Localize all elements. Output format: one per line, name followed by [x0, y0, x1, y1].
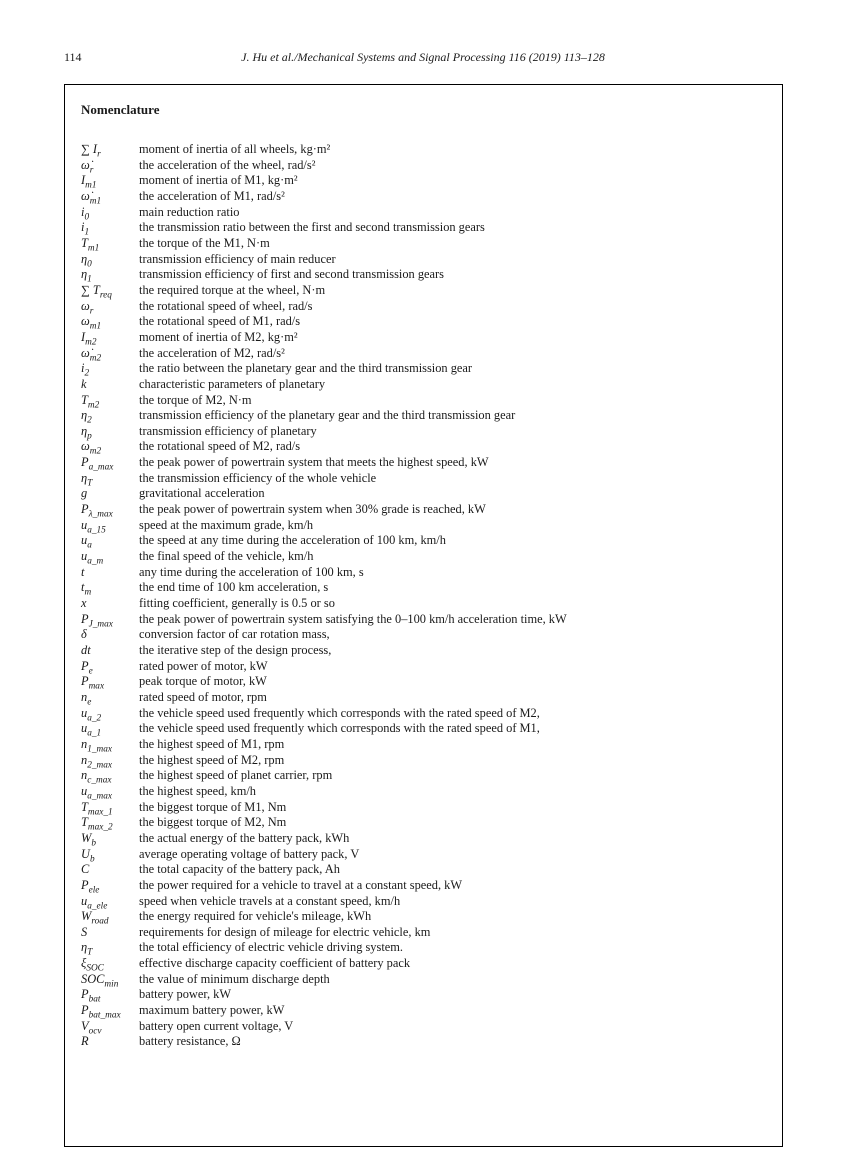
symbol [81, 596, 139, 612]
nomenclature-entry [81, 346, 766, 362]
definition: the highest speed of planet carrier, rpm [139, 768, 333, 783]
symbol-base: ∑ T [81, 282, 100, 297]
symbol-base: η [81, 251, 88, 266]
definition: transmission efficiency of planetary [139, 423, 317, 438]
nomenclature-entry [81, 205, 766, 221]
symbol-base: P [81, 987, 89, 1002]
symbol-subscript: m2 [85, 337, 97, 348]
symbol [81, 393, 139, 409]
nomenclature-entry [81, 158, 766, 174]
symbol-subscript: λ_max [88, 509, 113, 520]
nomenclature-entry [81, 330, 766, 346]
nomenclature-entry [81, 612, 766, 628]
definition: rated power of motor, kW [139, 658, 268, 673]
nomenclature-entry [81, 283, 766, 299]
symbol [81, 518, 139, 534]
symbol-subscript: e [87, 697, 92, 708]
symbol-base: U [81, 846, 90, 861]
symbol-subscript: a_max [87, 791, 112, 802]
symbol [81, 424, 139, 440]
definition: battery open current voltage, V [139, 1018, 294, 1033]
symbol [81, 173, 139, 189]
definition: moment of inertia of all wheels, kg·m² [139, 142, 331, 156]
nomenclature-entry [81, 377, 766, 393]
symbol-subscript: 1 [87, 274, 92, 285]
nomenclature-entry [81, 361, 766, 377]
symbol-base: u [81, 783, 88, 798]
symbol-base: C [81, 862, 90, 877]
nomenclature-entry [81, 299, 766, 315]
nomenclature-entry [81, 737, 766, 753]
definition: moment of inertia of M1, kg·m² [139, 173, 298, 188]
definition: the vehicle speed used frequently which corresponds with the rated speed of M2, [139, 705, 540, 720]
symbol [81, 142, 139, 158]
symbol [81, 987, 139, 1003]
symbol-subscript: 0 [84, 212, 90, 223]
symbol [81, 659, 139, 675]
symbol [81, 486, 139, 502]
nomenclature-entry [81, 220, 766, 236]
symbol [81, 721, 139, 737]
nomenclature-entry [81, 439, 766, 455]
definition: the final speed of the vehicle, km/h [139, 549, 314, 564]
definition: peak torque of motor, kW [139, 674, 267, 689]
symbol-base: R [81, 1034, 89, 1049]
definition: the total capacity of the battery pack, Ah [139, 862, 340, 877]
nomenclature-entry [81, 627, 766, 643]
page-header [64, 50, 782, 64]
nomenclature-entry [81, 659, 766, 675]
symbol [81, 471, 139, 487]
symbol-subscript: b [89, 854, 95, 864]
symbol-base: k [81, 376, 87, 391]
symbol [81, 455, 139, 471]
symbol-base: t [81, 580, 85, 595]
symbol-subscript: m1 [85, 180, 97, 191]
symbol [81, 565, 139, 581]
symbol-subscript: SOC [86, 963, 104, 974]
symbol [81, 1019, 139, 1035]
symbol [81, 533, 139, 549]
symbol [81, 894, 139, 910]
definition: the iterative step of the design process, [139, 643, 332, 657]
symbol [81, 252, 139, 268]
symbol-subscript: 2 [84, 368, 90, 379]
symbol-base: ω [81, 298, 90, 313]
symbol [81, 267, 139, 283]
symbol-subscript: m2 [89, 353, 102, 363]
symbol-base: T [81, 392, 88, 407]
symbol-subscript: req [99, 290, 112, 301]
definition: the peak power of powertrain system when 30% grade is reached, kW [139, 502, 486, 517]
nomenclature-entry [81, 831, 766, 847]
symbol-subscript: a_ele [87, 900, 108, 911]
definition: rated speed of motor, rpm [139, 689, 267, 704]
symbol-base: P [81, 611, 89, 626]
symbol [81, 784, 139, 800]
symbol [81, 847, 139, 863]
nomenclature-entry [81, 173, 766, 189]
nomenclature-entry [81, 580, 766, 596]
nomenclature-entry [81, 925, 766, 941]
symbol [81, 377, 139, 393]
symbol-subscript: 2_max [87, 760, 112, 771]
nomenclature-entry [81, 815, 766, 831]
definition: the power required for a vehicle to travel at a constant speed, kW [139, 877, 463, 892]
symbol-subscript: 1 [84, 227, 90, 238]
nomenclature-entry [81, 894, 766, 910]
symbol [81, 549, 139, 565]
symbol [81, 346, 139, 362]
nomenclature-entry [81, 533, 766, 549]
symbol-base: ω̇ [81, 188, 90, 203]
definition: the speed at any time during the acceleration of 100 km, km/h [139, 533, 446, 548]
symbol-base: i [81, 204, 85, 219]
nomenclature-entry [81, 252, 766, 268]
nomenclature-entry [81, 643, 766, 659]
nomenclature-entry [81, 393, 766, 409]
symbol-subscript: a_2 [87, 713, 102, 724]
definition: the rotational speed of M2, rad/s [139, 439, 301, 454]
symbol-subscript: bat [88, 994, 101, 1005]
symbol-base: u [81, 533, 88, 548]
nomenclature-entry [81, 455, 766, 471]
symbol-base: dt [81, 643, 91, 657]
symbol [81, 299, 139, 315]
symbol-base: W [81, 909, 92, 924]
symbol-base: η [81, 470, 88, 485]
symbol-base: n [81, 768, 88, 783]
symbol-subscript: r [89, 165, 94, 176]
definition: the biggest torque of M1, Nm [139, 799, 287, 814]
definition: maximum battery power, kW [139, 1003, 285, 1018]
symbol-base: u [81, 549, 88, 564]
symbol-subscript: a_15 [87, 525, 106, 536]
nomenclature-entry [81, 706, 766, 722]
symbol [81, 737, 139, 753]
nomenclature-entry [81, 142, 766, 158]
nomenclature-title: Nomenclature [81, 102, 160, 117]
definition: the peak power of powertrain system that meets the highest speed, kW [139, 455, 489, 470]
symbol-base: SOC [81, 971, 105, 986]
definition: average operating voltage of battery pack, V [139, 846, 360, 861]
definition: battery power, kW [139, 987, 232, 1002]
symbol-base: δ [81, 627, 87, 642]
symbol [81, 502, 139, 518]
symbol-subscript: 2 [87, 415, 92, 426]
symbol [81, 972, 139, 988]
definition: the highest speed of M2, rpm [139, 752, 285, 767]
symbol [81, 643, 139, 659]
symbol-base: η [81, 423, 88, 438]
definition: transmission efficiency of first and second transmission gears [139, 267, 444, 282]
symbol-base: ξ [81, 956, 87, 971]
symbol-base: P [81, 502, 89, 517]
symbol [81, 909, 139, 925]
symbol-subscript: T [87, 947, 93, 958]
symbol-base: x [81, 596, 87, 611]
symbol [81, 940, 139, 956]
symbol-base: u [81, 893, 88, 908]
definition: effective discharge capacity coefficient of battery pack [139, 956, 411, 971]
symbol-base: n [81, 736, 88, 751]
symbol-base: ω [81, 314, 90, 329]
nomenclature-entry [81, 1034, 766, 1050]
nomenclature-entry [81, 768, 766, 784]
definition: the energy required for vehicle's mileage, kWh [139, 909, 372, 924]
definition: requirements for design of mileage for electric vehicle, km [139, 924, 431, 939]
symbol-base: V [81, 1018, 89, 1033]
symbol-subscript: a_m [87, 556, 104, 567]
symbol-base: I [81, 173, 86, 188]
symbol-base: W [81, 830, 92, 845]
definition: main reduction ratio [139, 204, 240, 219]
nomenclature-entry [81, 408, 766, 424]
nomenclature-entry [81, 800, 766, 816]
symbol-subscript: J_max [88, 619, 113, 630]
definition: the transmission efficiency of the whole vehicle [139, 470, 377, 485]
running-title: J. Hu et al./Mechanical Systems and Signal Processing 116 (2019) 113–128 [241, 50, 605, 64]
symbol-base: P [81, 877, 89, 892]
symbol-base: T [81, 235, 88, 250]
symbol [81, 878, 139, 894]
nomenclature-entry [81, 267, 766, 283]
definition: conversion factor of car rotation mass, [139, 627, 330, 642]
definition: the end time of 100 km acceleration, s [139, 580, 329, 595]
definition: the vehicle speed used frequently which corresponds with the rated speed of M1, [139, 721, 540, 736]
nomenclature-entry [81, 189, 766, 205]
nomenclature-entry [81, 518, 766, 534]
symbol [81, 580, 139, 596]
symbol-subscript: c_max [87, 775, 112, 786]
definition: the required torque at the wheel, N·m [139, 282, 326, 297]
symbol-base: S [81, 924, 88, 939]
symbol-base: i [81, 220, 85, 235]
definition: the torque of the M1, N·m [139, 235, 270, 250]
nomenclature-entry [81, 909, 766, 925]
symbol [81, 800, 139, 816]
symbol-base: t [81, 564, 85, 579]
nomenclature-entry [81, 471, 766, 487]
definition: speed when vehicle travels at a constant speed, km/h [139, 893, 401, 908]
symbol-subscript: r [89, 306, 94, 317]
symbol [81, 674, 139, 690]
symbol [81, 690, 139, 706]
definition: the ratio between the planetary gear and the third transmission gear [139, 361, 473, 376]
nomenclature-entry [81, 424, 766, 440]
nomenclature-entry [81, 565, 766, 581]
symbol-subscript: m2 [89, 446, 102, 457]
symbol [81, 439, 139, 455]
symbol-subscript: ele [88, 885, 100, 896]
definition: speed at the maximum grade, km/h [139, 517, 314, 532]
definition: the highest speed of M1, rpm [139, 736, 285, 751]
symbol-subscript: T [87, 478, 93, 489]
nomenclature-entry [81, 1003, 766, 1019]
symbol [81, 706, 139, 722]
symbol-base: T [81, 815, 88, 830]
symbol-subscript: e [88, 666, 93, 677]
nomenclature-entry [81, 847, 766, 863]
definition: the biggest torque of M2, Nm [139, 815, 287, 830]
symbol [81, 627, 139, 643]
definition: characteristic parameters of planetary [139, 376, 326, 391]
symbol [81, 236, 139, 252]
nomenclature-entry [81, 972, 766, 988]
symbol [81, 205, 139, 221]
symbol-subscript: m [84, 587, 92, 598]
definition: the acceleration of the wheel, rad/s² [139, 157, 316, 172]
symbol [81, 314, 139, 330]
symbol-base: P [81, 455, 89, 470]
symbol-base: n [81, 689, 88, 704]
definition: the total efficiency of electric vehicle driving system. [139, 940, 404, 955]
symbol-base: g [81, 486, 88, 501]
symbol-base: u [81, 721, 88, 736]
definition: transmission efficiency of main reducer [139, 251, 336, 266]
definition: the rotational speed of M1, rad/s [139, 314, 301, 329]
nomenclature-entry [81, 987, 766, 1003]
symbol-base: ∑ I [81, 142, 98, 156]
symbol-subscript: m2 [87, 399, 100, 410]
symbol [81, 612, 139, 628]
symbol-base: ω̇ [81, 157, 90, 172]
nomenclature-entry [81, 236, 766, 252]
symbol [81, 753, 139, 769]
nomenclature-entry [81, 690, 766, 706]
symbol [81, 283, 139, 299]
symbol-subscript: 0 [87, 259, 92, 270]
symbol-base: P [81, 674, 89, 689]
nomenclature-entry [81, 721, 766, 737]
symbol-subscript: road [91, 916, 109, 927]
nomenclature-entry [81, 784, 766, 800]
symbol [81, 831, 139, 847]
symbol-subscript: b [91, 838, 96, 849]
nomenclature-entry [81, 314, 766, 330]
definition: any time during the acceleration of 100 km, s [139, 564, 364, 579]
symbol-subscript: min [104, 979, 119, 990]
symbol [81, 158, 139, 174]
symbol-subscript: max [88, 681, 105, 692]
symbol-base: T [81, 799, 88, 814]
symbol-base: I [81, 329, 86, 344]
nomenclature-entry [81, 486, 766, 502]
symbol [81, 815, 139, 831]
symbol-base: η [81, 408, 88, 423]
definition: fitting coefficient, generally is 0.5 or so [139, 596, 335, 611]
nomenclature-entry [81, 674, 766, 690]
symbol-base: n [81, 752, 88, 767]
symbol-subscript: r [97, 149, 101, 160]
symbol [81, 189, 139, 205]
symbol [81, 1034, 139, 1050]
definition: transmission efficiency of the planetary gear and the third transmission gear [139, 408, 516, 423]
symbol-base: ω [81, 439, 90, 454]
nomenclature-entry [81, 596, 766, 612]
definition: the transmission ratio between the first and second transmission gears [139, 220, 485, 235]
symbol-subscript: a_max [88, 462, 114, 473]
definition: the rotational speed of wheel, rad/s [139, 298, 313, 313]
nomenclature-entry [81, 862, 766, 878]
symbol-subscript: p [87, 431, 92, 442]
definition: the acceleration of M1, rad/s² [139, 188, 285, 203]
symbol [81, 768, 139, 784]
definition: the acceleration of M2, rad/s² [139, 345, 285, 360]
symbol-base: η [81, 267, 88, 282]
nomenclature-entry [81, 1019, 766, 1035]
definition: the torque of M2, N·m [139, 392, 252, 407]
nomenclature-box [64, 84, 783, 1147]
nomenclature-entry [81, 956, 766, 972]
symbol [81, 330, 139, 346]
symbol [81, 361, 139, 377]
symbol-subscript: 1_max [87, 744, 112, 755]
definition: gravitational acceleration [139, 486, 265, 501]
symbol [81, 220, 139, 236]
symbol-base: u [81, 705, 88, 720]
definition: the actual energy of the battery pack, kWh [139, 830, 350, 845]
nomenclature-entry [81, 549, 766, 565]
definition: the value of minimum discharge depth [139, 971, 330, 986]
symbol-subscript: a_1 [87, 728, 102, 739]
symbol [81, 408, 139, 424]
page-number: 114 [64, 50, 82, 64]
symbol-base: ω̇ [81, 345, 90, 360]
definition: the peak power of powertrain system satisfying the 0–100 km/h acceleration time, kW [139, 611, 567, 626]
symbol-base: i [81, 361, 85, 376]
symbol [81, 1003, 139, 1019]
symbol-subscript: max_2 [87, 822, 113, 833]
symbol-subscript: max_1 [87, 807, 113, 818]
symbol-subscript: bat_max [88, 1010, 121, 1021]
symbol-base: η [81, 940, 88, 955]
symbol [81, 862, 139, 878]
definition: the highest speed, km/h [139, 783, 257, 798]
nomenclature-entry [81, 878, 766, 894]
nomenclature-entry [81, 753, 766, 769]
symbol [81, 925, 139, 941]
nomenclature-entry [81, 940, 766, 956]
symbol-subscript: m1 [89, 196, 102, 207]
symbol-subscript: a [87, 540, 92, 551]
symbol-base: P [81, 1003, 89, 1018]
symbol-base: P [81, 658, 89, 673]
nomenclature-list [81, 142, 766, 1050]
symbol [81, 956, 139, 972]
symbol-base: u [81, 517, 88, 532]
symbol-subscript: m1 [89, 321, 102, 332]
nomenclature-entry [81, 502, 766, 518]
symbol-subscript: m1 [87, 243, 100, 254]
symbol-subscript: ocv [88, 1026, 102, 1037]
definition: battery resistance, Ω [139, 1034, 241, 1049]
definition: moment of inertia of M2, kg·m² [139, 329, 298, 344]
